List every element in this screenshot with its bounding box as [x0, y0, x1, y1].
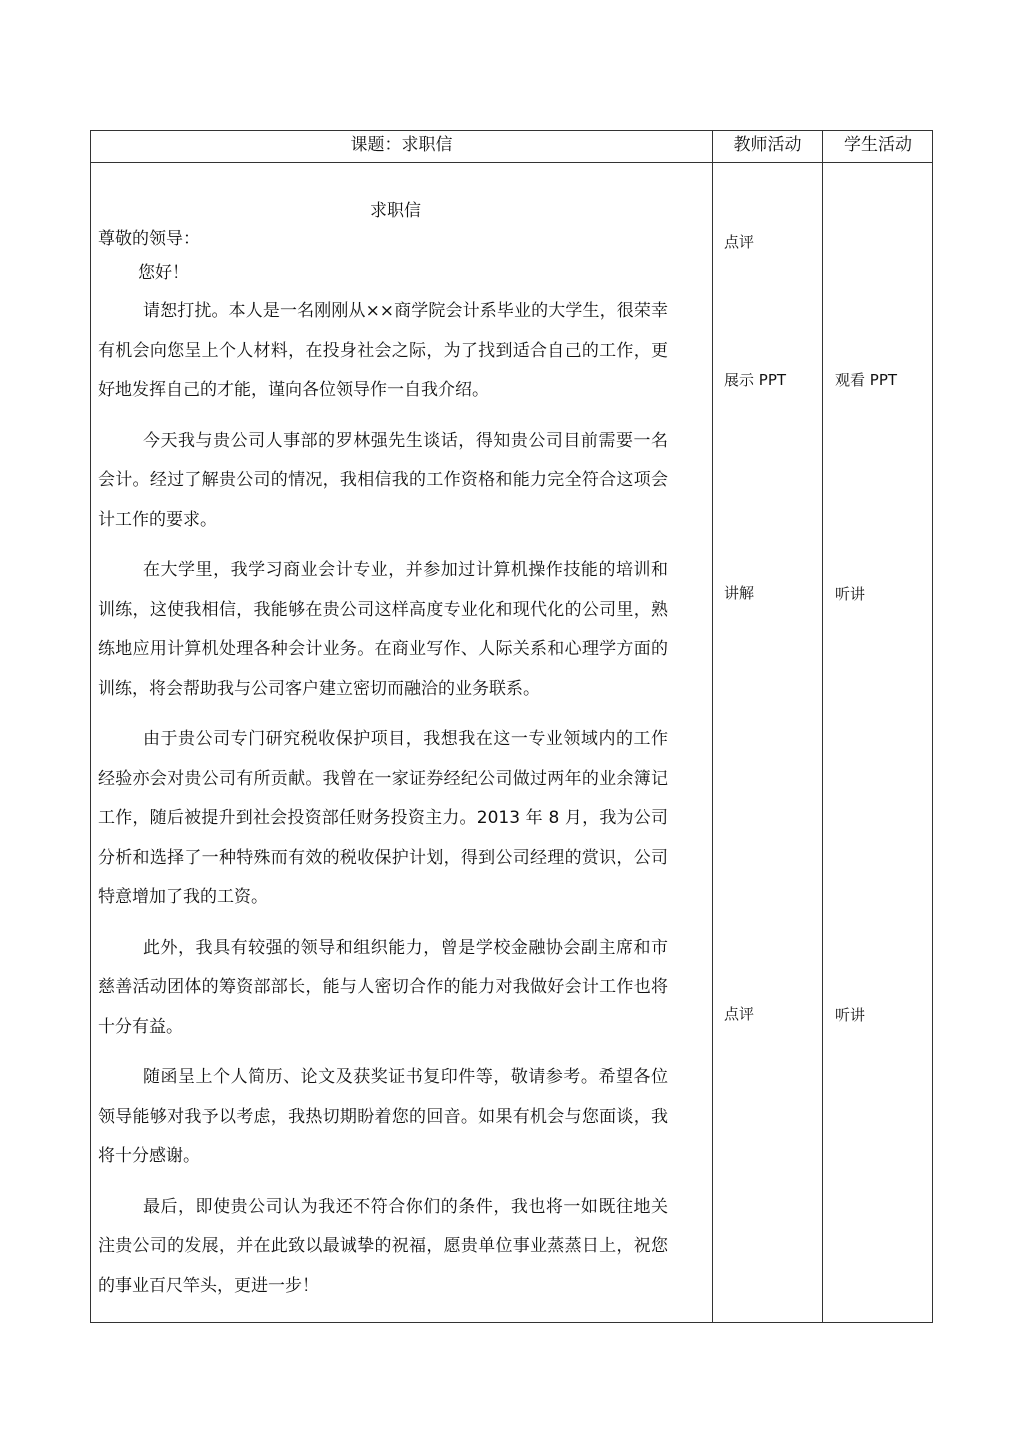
teacher-activity-note: 讲解: [724, 584, 755, 602]
letter-paragraph: 随函呈上个人简历、论文及获奖证书复印件等，敬请参考。希望各位领导能够对我予以考虑，我热切期盼着您的回音。如果有机会与您面谈，我将十分感谢。: [98, 1067, 668, 1166]
teacher-activity-note: 展示 PPT: [724, 371, 787, 389]
letter-title: 求职信: [370, 201, 421, 221]
letter-salutation: 尊敬的领导：: [98, 229, 200, 249]
student-activity-note: 观看 PPT: [835, 371, 898, 389]
header-divider: [91, 162, 932, 163]
student-activity-note: 听讲: [835, 1006, 866, 1024]
letter-paragraph: 请恕打扰。本人是一名刚刚从××商学院会计系毕业的大学生，很荣幸有机会向您呈上个人材料，在投身社会之际，为了找到适合自己的工作，更好地发挥自己的才能，谨向各位领导作一自我介绍。: [98, 301, 668, 400]
letter-greeting: 您好！: [138, 263, 189, 283]
student-activity-header: 学生活动: [844, 135, 912, 155]
teacher-activity-header: 教师活动: [733, 135, 802, 155]
letter-paragraph: 由于贵公司专门研究税收保护项目，我想我在这一专业领域内的工作经验亦会对贵公司有所贡献。我曾在一家证券经纪公司做过两年的业余簿记工作，随后被提升到社会投资部任财务投资主力。2013 年 8 月，我为公司分析和选择了一种特殊而有效的税收保护计划，得到公司经理的赏识，公司特意增加了我的工资。: [98, 729, 668, 907]
column-divider: [822, 131, 823, 1322]
letter-paragraph: 在大学里，我学习商业会计专业，并参加过计算机操作技能的培训和训练，这使我相信，我能够在贵公司这样高度专业化和现代化的公司里，熟练地应用计算机处理各种会计业务。在商业写作、人际关系和心理学方面的训练，将会帮助我与公司客户建立密切而融洽的业务联系。: [98, 560, 668, 699]
teacher-activity-note: 点评: [724, 233, 755, 251]
teacher-activity-note: 点评: [724, 1005, 755, 1023]
student-activity-note: 听讲: [835, 585, 866, 603]
letter-content: [98, 197, 668, 1306]
letter-paragraph: 此外，我具有较强的领导和组织能力，曾是学校金融协会副主席和市慈善活动团体的筹资部部长，能与人密切合作的能力对我做好会计工作也将十分有益。: [98, 937, 668, 1037]
letter-paragraph: 最后，即使贵公司认为我还不符合你们的条件，我也将一如既往地关注贵公司的发展，并在此致以最诚挚的祝福，愿贵单位事业蒸蒸日上，祝您的事业百尺竿头，更进一步！: [98, 1196, 668, 1296]
letter-paragraph: 今天我与贵公司人事部的罗林强先生谈话，得知贵公司目前需要一名会计。经过了解贵公司的情况，我相信我的工作资格和能力完全符合这项会计工作的要求。: [98, 430, 668, 530]
column-divider: [712, 131, 713, 1322]
lesson-plan-table: [90, 130, 933, 1323]
topic-header: 课题：求职信: [350, 135, 453, 155]
